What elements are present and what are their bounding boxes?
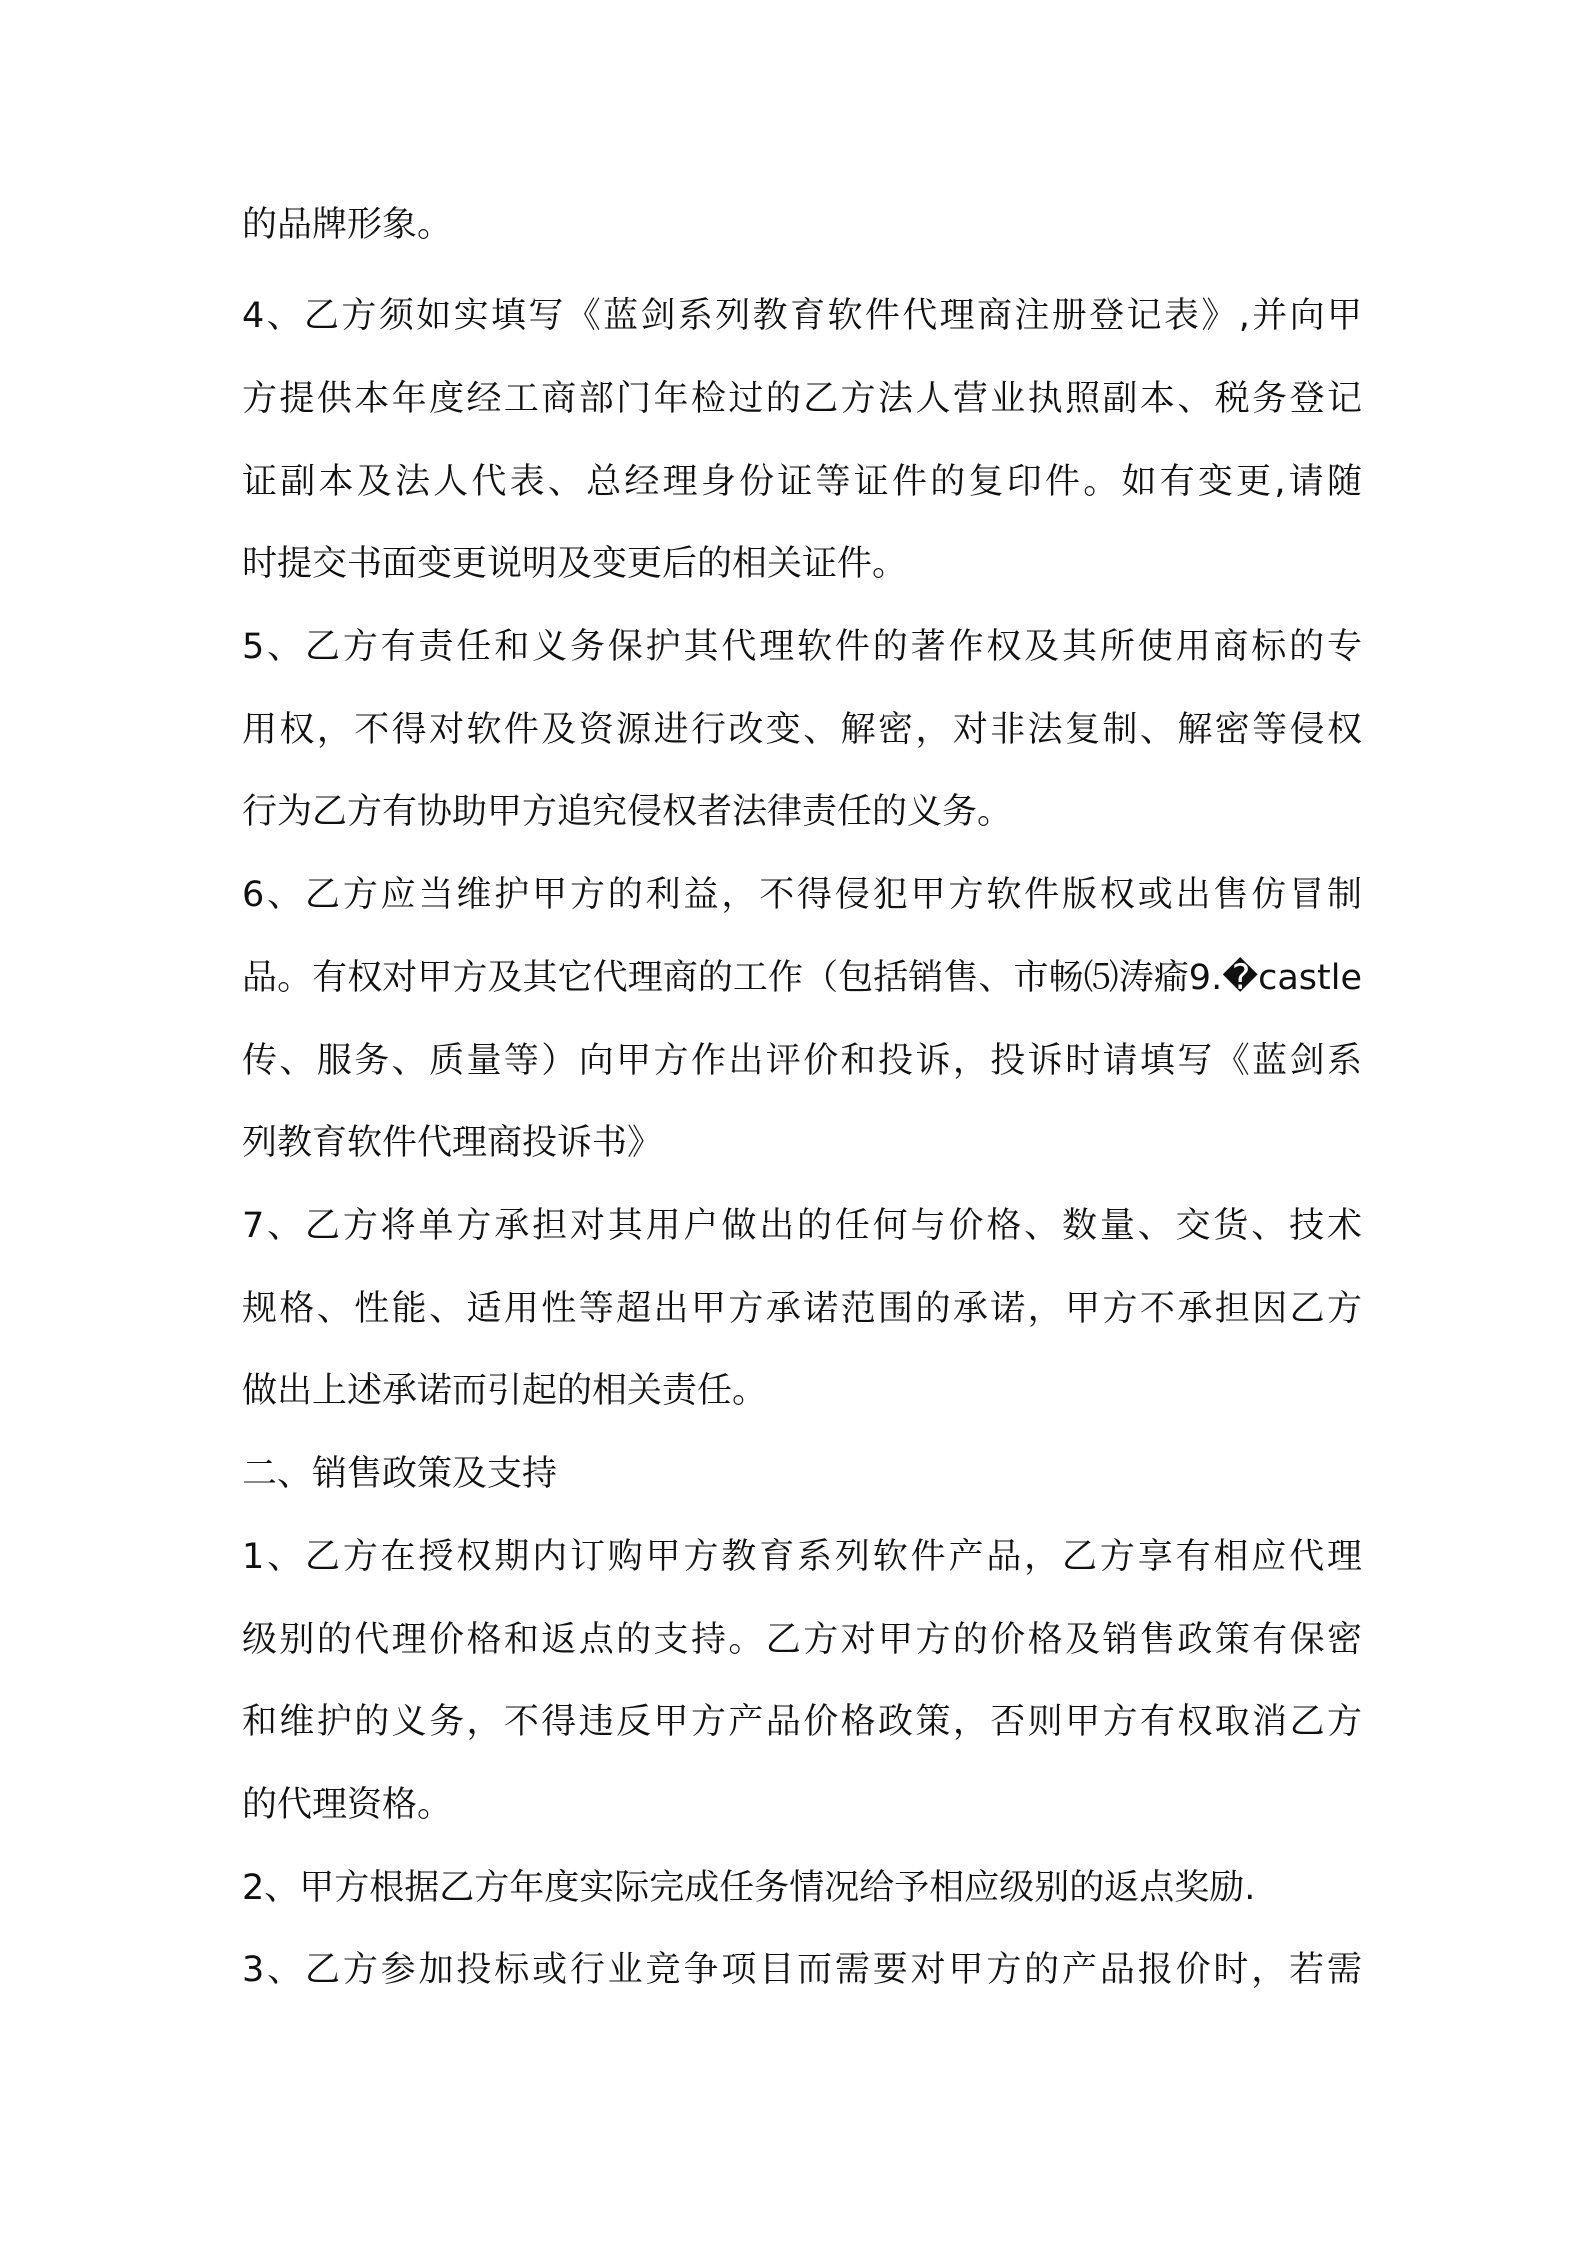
text-line: 方提供本年度经工商部门年检过的乙方法人营业执照副本、税务登记 xyxy=(242,379,1362,419)
text-line: 规格、性能、适用性等超出甲方承诺范围的承诺，甲方不承担因乙方 xyxy=(242,1289,1362,1329)
text-line: 的代理资格。 xyxy=(242,1785,453,1825)
text-line: 6、乙方应当维护甲方的利益，不得侵犯甲方软件版权或出售仿冒制 xyxy=(242,875,1362,915)
text-line: 3、乙方参加投标或行业竞争项目而需要对甲方的产品报价时，若需 xyxy=(242,1950,1362,1990)
text-line: 行为乙方有协助甲方追究侵权者法律责任的义务。 xyxy=(242,792,1013,832)
text-line: 列教育软件代理商投诉书》 xyxy=(242,1123,663,1163)
text-line: 5、乙方有责任和义务保护其代理软件的著作权及其所使用商标的专 xyxy=(242,627,1362,667)
text-line: 的品牌形象。 xyxy=(242,205,453,245)
text-line: 传、服务、质量等）向甲方作出评价和投诉，投诉时请填写《蓝剑系 xyxy=(242,1041,1362,1081)
text-line: 级别的代理价格和返点的支持。乙方对甲方的价格及销售政策有保密 xyxy=(242,1620,1362,1660)
text-line: 用权，不得对软件及资源进行改变、解密，对非法复制、解密等侵权 xyxy=(242,710,1362,750)
text-line: 做出上述承诺而引起的相关责任。 xyxy=(242,1371,768,1411)
text-line: 4、乙方须如实填写《蓝剑系列教育软件代理商注册登记表》,并向甲 xyxy=(242,296,1362,336)
section-heading: 二、销售政策及支持 xyxy=(242,1454,558,1494)
text-line: 品。有权对甲方及其它代理商的工作（包括销售、市畅⑸涛瘉9.�castle xyxy=(242,958,1362,998)
text-line: 7、乙方将单方承担对其用户做出的任何与价格、数量、交货、技术 xyxy=(242,1206,1362,1246)
text-line: 证副本及法人代表、总经理身份证等证件的复印件。如有变更,请随 xyxy=(242,462,1362,502)
text-line: 2、甲方根据乙方年度实际完成任务情况给予相应级别的返点奖励. xyxy=(242,1868,1256,1908)
text-line: 1、乙方在授权期内订购甲方教育系列软件产品，乙方享有相应代理 xyxy=(242,1537,1362,1577)
text-line: 时提交书面变更说明及变更后的相关证件。 xyxy=(242,544,908,584)
text-line: 和维护的义务，不得违反甲方产品价格政策，否则甲方有权取消乙方 xyxy=(242,1702,1362,1742)
